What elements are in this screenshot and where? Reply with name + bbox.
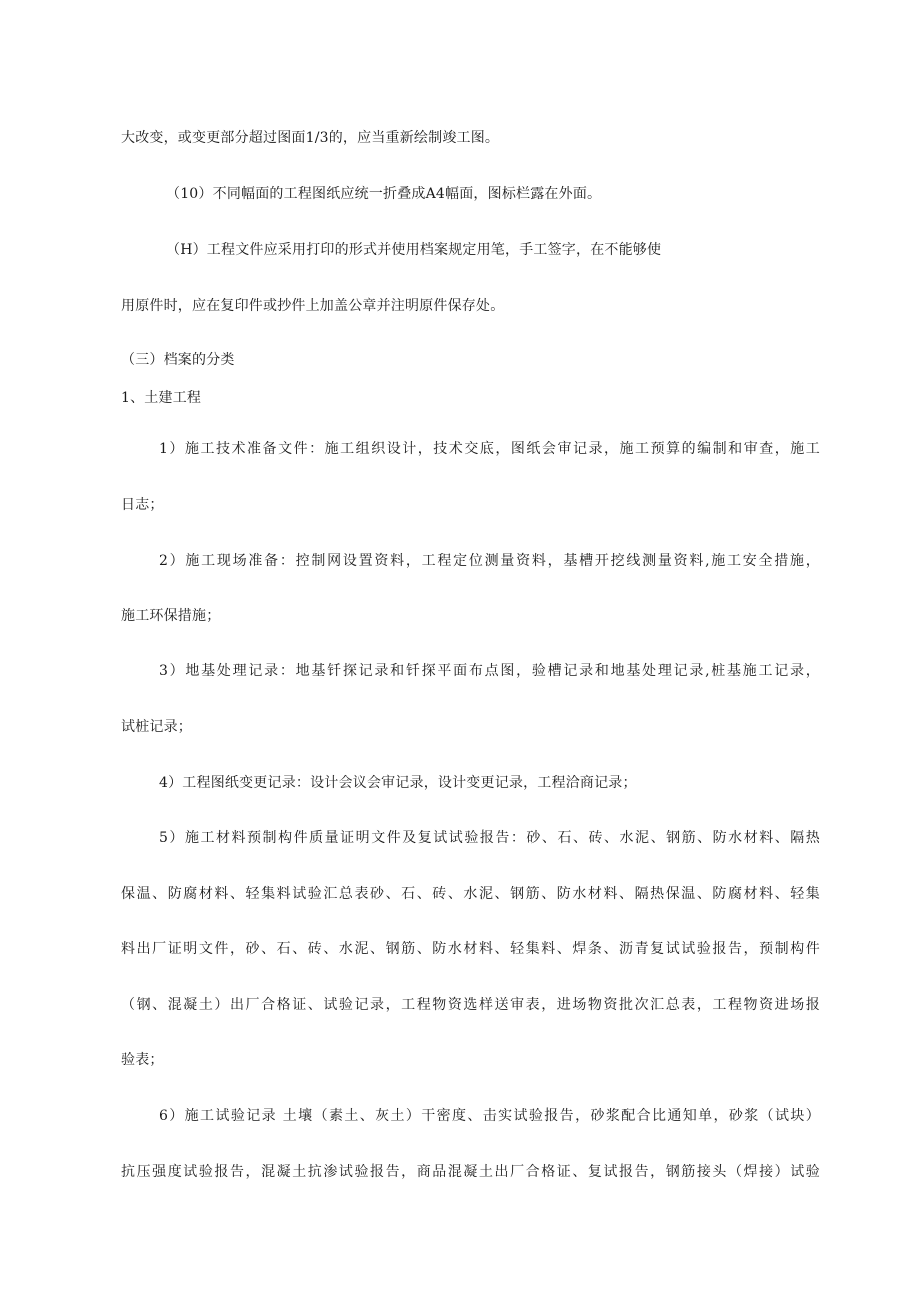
text-line-12: 试桩记录； [121,719,192,735]
section-heading: （三）档案的分类 [121,352,235,368]
text-line-18: 验表； [121,1052,164,1068]
text-line-9: 2）施工现场准备：控制网设置资料，工程定位测量资料，基槽开挖线测量资料,施工安全措施， [159,553,820,569]
text-line-19: 6）施工试验记录 土壤（素土、灰土）干密度、击实试验报告，砂浆配合比通知单，砂浆（试块） [159,1108,820,1124]
text-line-3: （H）工程文件应采用打印的形式并使用档案规定用笔，手工签字，在不能够使 [166,242,662,258]
text-line-13: 4）工程图纸变更记录：设计会议会审记录，设计变更记录，工程洽商记录； [159,775,637,791]
text-line-11: 3）地基处理记录：地基钎探记录和钎探平面布点图，验槽记录和地基处理记录,桩基施工记录， [159,663,820,679]
text-line-4: 用原件时，应在复印件或抄件上加盖公章并注明原件保存处。 [121,298,505,314]
text-line-1: 大改变，或变更部分超过图面1/3的，应当重新绘制竣工图。 [121,130,500,146]
text-line-17: （钢、混凝土）出厂合格证、试验记录，工程物资选样送审表，进场物资批次汇总表，工程物资进场报 [121,997,820,1013]
text-line-20: 抗压强度试验报告，混凝土抗渗试验报告，商品混凝土出厂合格证、复试报告，钢筋接头（焊接）试验 [121,1164,820,1180]
text-line-16: 料出厂证明文件，砂、石、砖、水泥、钢筋、防水材料、轻集料、焊条、沥青复试试验报告，预制构件 [121,941,820,957]
text-line-10: 施工环保措施； [121,608,221,624]
text-line-15: 保温、防腐材料、轻集料试验汇总表砂、石、砖、水泥、钢筋、防水材料、隔热保温、防腐材料、轻集 [121,886,820,902]
text-line-2: （10）不同幅面的工程图纸应统一折叠成A4幅面，图标栏露在外面。 [166,186,602,202]
text-line-7: 1）施工技术准备文件：施工组织设计，技术交底，图纸会审记录，施工预算的编制和审查，施工 [159,441,820,457]
text-line-8: 日志； [121,497,164,513]
text-line-14: 5）施工材料预制构件质量证明文件及复试试验报告：砂、石、砖、水泥、钢筋、防水材料、隔热 [159,830,820,846]
subsection-heading: 1、土建工程 [121,390,202,406]
